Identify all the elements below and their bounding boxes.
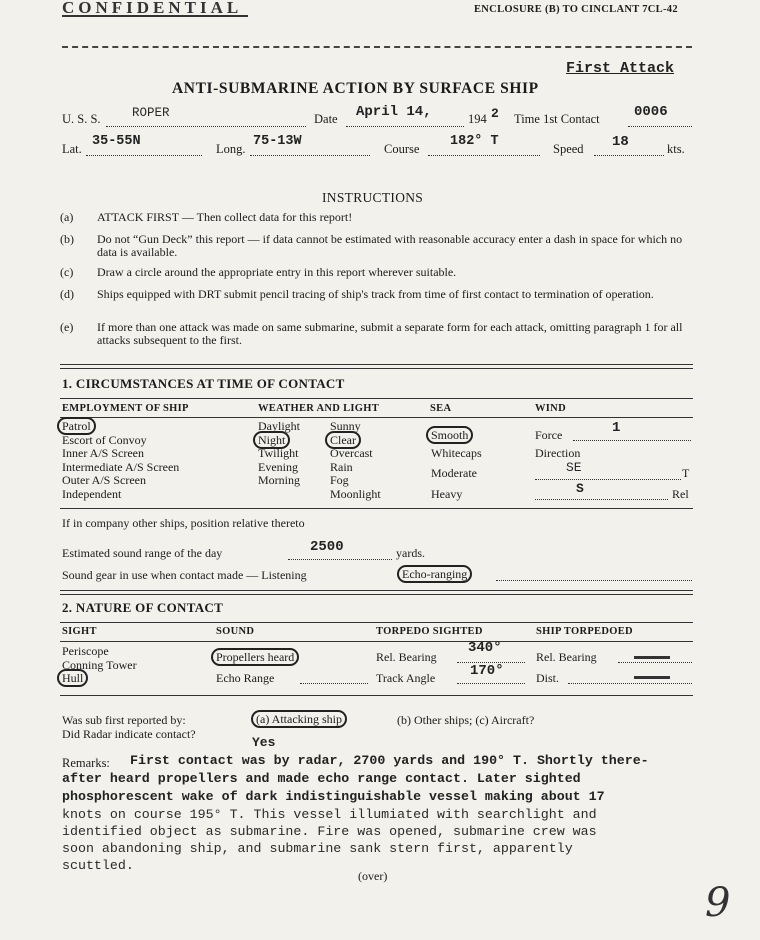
date-value: April 14, xyxy=(356,104,432,120)
weather-option: Evening xyxy=(258,459,298,474)
long-value: 75-13W xyxy=(253,134,302,149)
sound-gear-value: Echo-ranging xyxy=(402,567,472,582)
employment-option: Escort of Convoy xyxy=(62,432,147,447)
course-value: 182° T xyxy=(450,134,499,149)
wind-relative-label: Rel xyxy=(672,487,689,501)
year-suffix: 2 xyxy=(491,106,499,121)
employment-option: Outer A/S Screen xyxy=(62,473,146,487)
sound-range-label: Estimated sound range of the day xyxy=(62,546,223,560)
remarks-line: identified object as submarine. Fire was opened, submarine crew was xyxy=(62,824,597,839)
col-header-employment: EMPLOYMENT OF SHIP xyxy=(62,403,189,414)
sea-option: Smooth xyxy=(431,428,473,443)
employment-option: Independent xyxy=(62,486,122,501)
sight-option: Periscope xyxy=(62,644,109,658)
col-header-ship-torpedoed: SHIP TORPEDOED xyxy=(536,626,633,637)
col-header-torpedo-sighted: TORPEDO SIGHTED xyxy=(376,626,483,637)
reported-question: Was sub first reported by: xyxy=(62,713,186,727)
over-note: (over) xyxy=(358,869,388,883)
sound-propellers-heard: Propellers heard xyxy=(216,650,299,665)
wind-relative-value: S xyxy=(576,481,584,496)
enclosure-reference: ENCLOSURE (B) TO CINCLANT 7CL-42 xyxy=(474,4,678,15)
long-label: Long. xyxy=(216,142,246,156)
wind-true-label: T xyxy=(682,466,690,480)
reported-option-attacking-ship: (a) Attacking ship xyxy=(256,712,347,727)
sight-option: Conning Tower xyxy=(62,657,137,672)
section-divider xyxy=(60,364,693,369)
wind-force-value: 1 xyxy=(612,420,621,436)
course-label: Course xyxy=(384,142,420,156)
sound-range-value: 2500 xyxy=(310,539,344,555)
ship-bearing-dash xyxy=(634,656,670,659)
section-divider xyxy=(60,590,693,595)
lat-label: Lat. xyxy=(62,142,82,156)
section1-heading: 1. CIRCUMSTANCES AT TIME OF CONTACT xyxy=(62,376,345,391)
track-angle-label: Track Angle xyxy=(376,671,436,685)
weather-option: Clear xyxy=(330,434,381,448)
torpedo-bearing-label: Rel. Bearing xyxy=(376,650,437,664)
dist-dash xyxy=(634,676,670,679)
ship-bearing-label: Rel. Bearing xyxy=(536,650,597,664)
wind-direction-label: Direction xyxy=(535,446,581,460)
remarks-line: scuttled. xyxy=(62,858,134,873)
company-position-text: If in company other ships, position relative thereto xyxy=(62,516,305,530)
track-angle-value: 170° xyxy=(470,663,504,679)
dashed-separator xyxy=(62,46,692,48)
handwritten-page-number: 9 xyxy=(705,880,731,926)
wind-direction-value: SE xyxy=(566,460,582,475)
weather-option: Daylight xyxy=(258,419,300,433)
weather-option: Night xyxy=(258,434,300,448)
radar-answer: Yes xyxy=(252,735,276,750)
speed-unit: kts. xyxy=(667,142,685,156)
employment-option: Patrol xyxy=(62,420,179,434)
speed-label: Speed xyxy=(553,142,584,156)
weather-option: Fog xyxy=(330,473,349,487)
remarks-line: First contact was by radar, 2700 yards and 190° T. Shortly there- xyxy=(130,753,649,768)
employment-option: Inner A/S Screen xyxy=(62,446,144,460)
sea-option: Heavy xyxy=(431,487,463,501)
torpedo-bearing-value: 340° xyxy=(468,640,502,656)
year-prefix: 194 xyxy=(468,112,487,126)
weather-option: Morning xyxy=(258,473,300,487)
uss-value: ROPER xyxy=(132,106,170,120)
weather-option: Sunny xyxy=(330,419,361,433)
employment-option: Intermediate A/S Screen xyxy=(62,459,180,474)
remarks-label: Remarks: xyxy=(62,756,110,770)
classification-stamp: CONFIDENTIAL xyxy=(62,2,243,14)
remarks-line: phosphorescent wake of dark indistinguishable vessel making about 17 xyxy=(62,789,605,804)
sea-option: Moderate xyxy=(431,466,477,480)
reported-other-options: (b) Other ships; (c) Aircraft? xyxy=(397,713,535,727)
sight-option: Hull xyxy=(62,672,137,686)
weather-option: Rain xyxy=(330,459,353,474)
sound-range-unit: yards. xyxy=(396,546,425,560)
speed-value: 18 xyxy=(612,134,629,150)
date-label: Date xyxy=(314,112,338,126)
weather-option: Twilight xyxy=(258,446,299,460)
time-contact-value: 0006 xyxy=(634,104,668,120)
form-title: ANTI-SUBMARINE ACTION BY SURFACE SHIP xyxy=(172,80,539,97)
remarks-line: knots on course 195° T. This vessel illumiated with searchlight and xyxy=(62,807,597,822)
col-header-sound: SOUND xyxy=(216,626,255,637)
section2-heading: 2. NATURE OF CONTACT xyxy=(62,600,224,615)
instructions-heading: INSTRUCTIONS xyxy=(322,190,424,205)
col-header-sight: SIGHT xyxy=(62,626,97,637)
weather-option: Moonlight xyxy=(330,486,381,501)
dist-label: Dist. xyxy=(536,671,560,685)
sound-gear-label: Sound gear in use when contact made — Listening xyxy=(62,568,307,582)
wind-force-label: Force xyxy=(535,428,563,442)
col-header-sea: SEA xyxy=(430,403,452,414)
radar-question: Did Radar indicate contact? xyxy=(62,727,196,741)
time-contact-label: Time 1st Contact xyxy=(514,112,600,126)
remarks-line: soon abandoning ship, and submarine sank stern first, apparently xyxy=(62,841,573,856)
attack-tag: First Attack xyxy=(566,60,675,77)
remarks-line: after heard propellers and made echo range contact. Later sighted xyxy=(62,771,581,786)
weather-option: Overcast xyxy=(330,446,373,460)
sea-option: Whitecaps xyxy=(431,446,482,460)
classification-underline xyxy=(62,15,248,17)
uss-label: U. S. S. xyxy=(62,112,101,126)
lat-value: 35-55N xyxy=(92,134,141,149)
col-header-weather: WEATHER AND LIGHT xyxy=(258,403,380,414)
col-header-wind: WIND xyxy=(535,403,566,414)
echo-range-label: Echo Range xyxy=(216,671,275,685)
